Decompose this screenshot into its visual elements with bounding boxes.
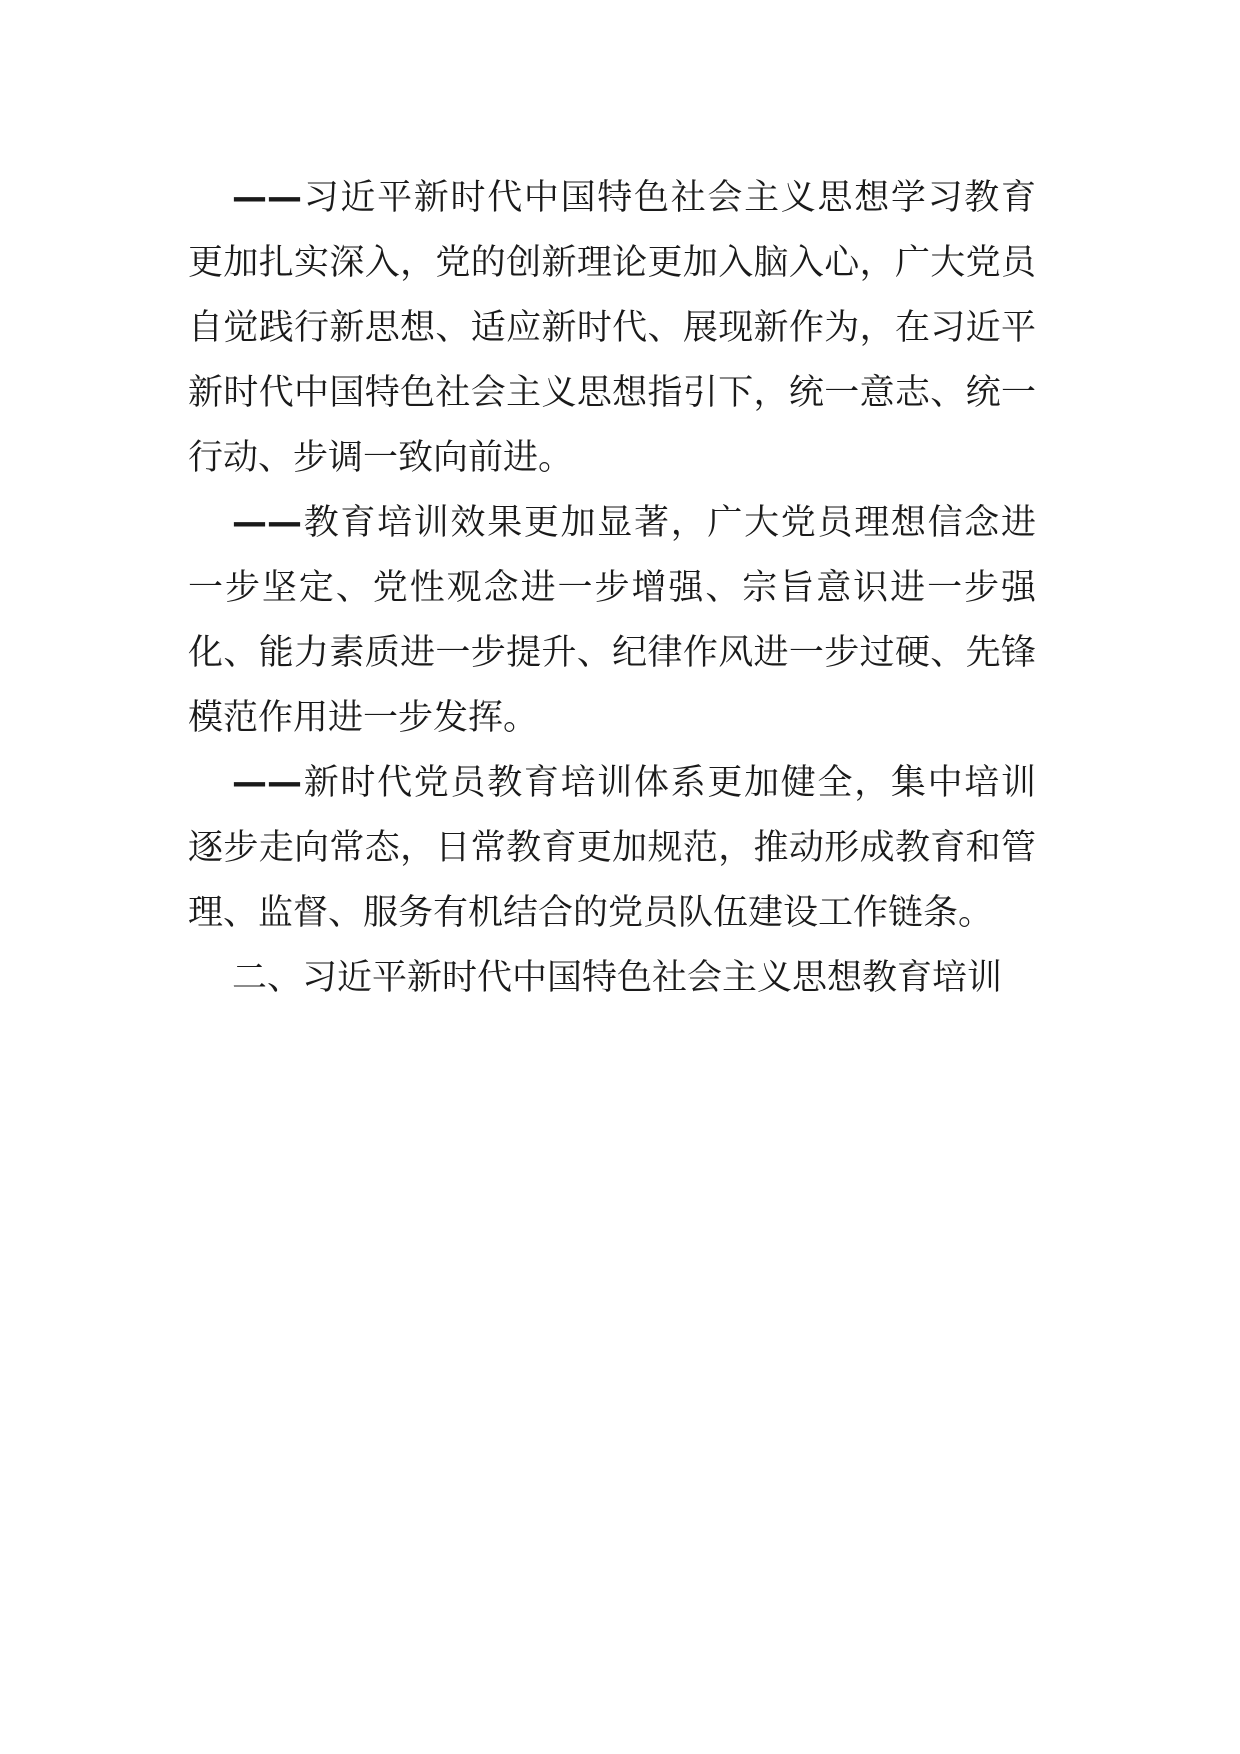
- document-body: [188, 166, 1036, 1011]
- em-dash: ——: [232, 763, 302, 803]
- em-dash: ——: [232, 503, 302, 543]
- paragraph-2: [188, 491, 1036, 751]
- paragraph-2-text: 教育培训效果更加显著，广大党员理想信念进一步坚定、党性观念进一步增强、宗旨意识进一步强化、能力素质进一步提升、纪律作风进一步过硬、先锋模范作用进一步发挥。: [188, 503, 1036, 738]
- paragraph-1-text: 习近平新时代中国特色社会主义思想学习教育更加扎实深入，党的创新理论更加入脑入心，广大党员自觉践行新思想、适应新时代、展现新作为，在习近平新时代中国特色社会主义思想指引下，统一意志、统一行动、步调一致向前进。: [188, 178, 1036, 478]
- paragraph-1: [188, 166, 1036, 491]
- em-dash: ——: [232, 178, 302, 218]
- paragraph-3-text: 新时代党员教育培训体系更加健全，集中培训逐步走向常态，日常教育更加规范，推动形成教育和管理、监督、服务有机结合的党员队伍建设工作链条。: [188, 763, 1036, 933]
- section-heading: 二、习近平新时代中国特色社会主义思想教育培训: [232, 958, 1003, 998]
- paragraph-3: [188, 751, 1036, 946]
